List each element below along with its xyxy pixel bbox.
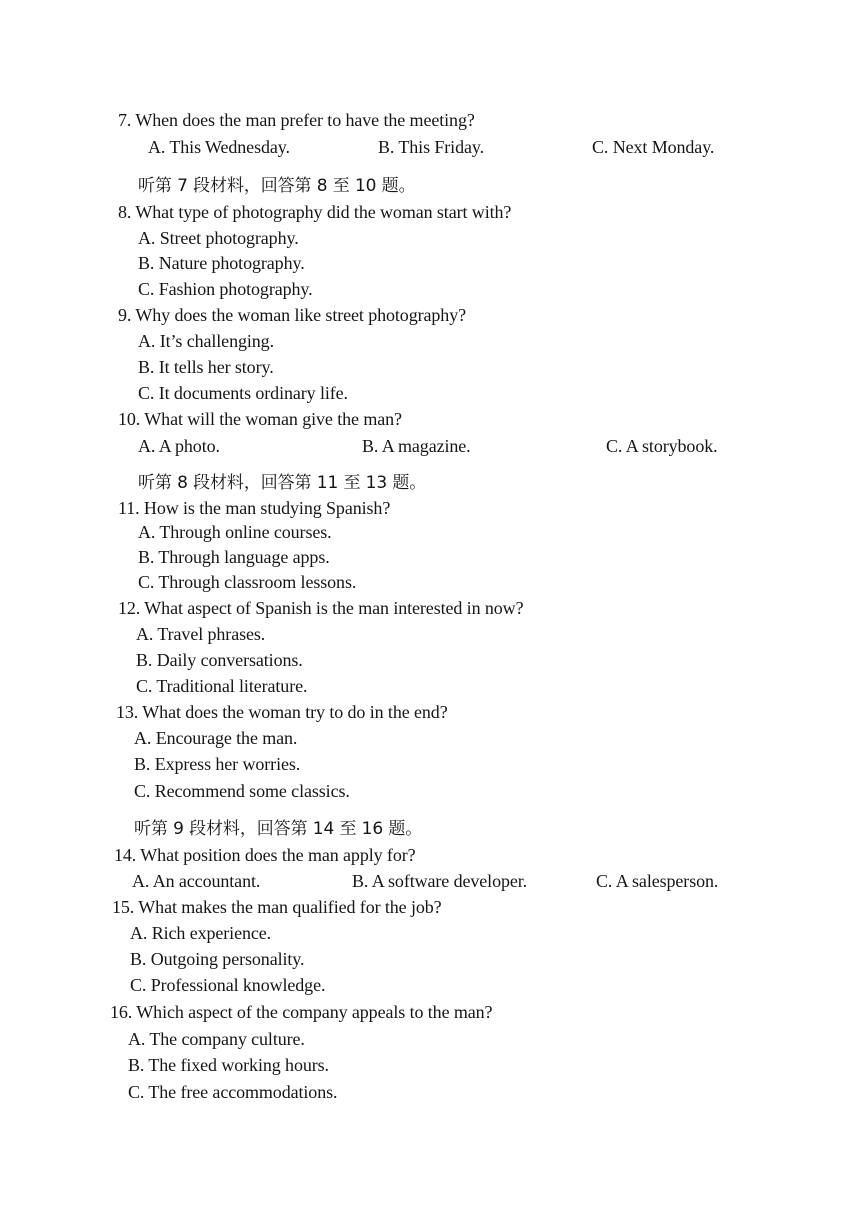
option-7b: B. This Friday. — [378, 137, 485, 157]
option-11a: A. Through online courses. — [138, 522, 332, 542]
option-16b: B. The fixed working hours. — [128, 1055, 329, 1075]
question-13: 13. What does the woman try to do in the end? — [116, 702, 448, 722]
option-8c: C. Fashion photography. — [138, 279, 313, 299]
option-9c: C. It documents ordinary life. — [138, 383, 348, 403]
option-16a: A. The company culture. — [128, 1029, 305, 1049]
option-15b: B. Outgoing personality. — [130, 949, 305, 969]
option-7a: A. This Wednesday. — [148, 137, 290, 157]
option-12b: B. Daily conversations. — [136, 650, 303, 670]
section-header-7: 听第 7 段材料，回答第 8 至 10 题。 — [138, 176, 416, 196]
option-10a: A. A photo. — [138, 436, 220, 456]
section-header-8: 听第 8 段材料，回答第 11 至 13 题。 — [138, 473, 427, 493]
option-13b: B. Express her worries. — [134, 754, 301, 774]
option-11b: B. Through language apps. — [138, 547, 330, 567]
option-15a: A. Rich experience. — [130, 923, 272, 943]
option-15c: C. Professional knowledge. — [130, 975, 326, 995]
option-11c: C. Through classroom lessons. — [138, 572, 357, 592]
option-10c: C. A storybook. — [606, 436, 718, 456]
option-13c: C. Recommend some classics. — [134, 781, 350, 801]
option-8a: A. Street photography. — [138, 228, 299, 248]
question-8: 8. What type of photography did the woman start with? — [118, 202, 512, 222]
option-14a: A. An accountant. — [132, 871, 261, 891]
option-8b: B. Nature photography. — [138, 253, 305, 273]
question-9: 9. Why does the woman like street photography? — [118, 305, 466, 325]
option-14b: B. A software developer. — [352, 871, 528, 891]
option-13a: A. Encourage the man. — [134, 728, 298, 748]
question-14: 14. What position does the man apply for? — [114, 845, 416, 865]
option-16c: C. The free accommodations. — [128, 1082, 338, 1102]
section-header-9: 听第 9 段材料，回答第 14 至 16 题。 — [134, 819, 423, 839]
question-15: 15. What makes the man qualified for the job? — [112, 897, 442, 917]
question-16: 16. Which aspect of the company appeals to the man? — [110, 1002, 493, 1022]
option-12a: A. Travel phrases. — [136, 624, 266, 644]
question-11: 11. How is the man studying Spanish? — [118, 498, 391, 518]
question-12: 12. What aspect of Spanish is the man interested in now? — [118, 598, 524, 618]
question-10: 10. What will the woman give the man? — [118, 409, 402, 429]
option-9b: B. It tells her story. — [138, 357, 274, 377]
option-12c: C. Traditional literature. — [136, 676, 308, 696]
option-9a: A. It’s challenging. — [138, 331, 274, 351]
option-7c: C. Next Monday. — [592, 137, 715, 157]
option-10b: B. A magazine. — [362, 436, 471, 456]
option-14c: C. A salesperson. — [596, 871, 719, 891]
question-7: 7. When does the man prefer to have the meeting? — [118, 110, 475, 130]
